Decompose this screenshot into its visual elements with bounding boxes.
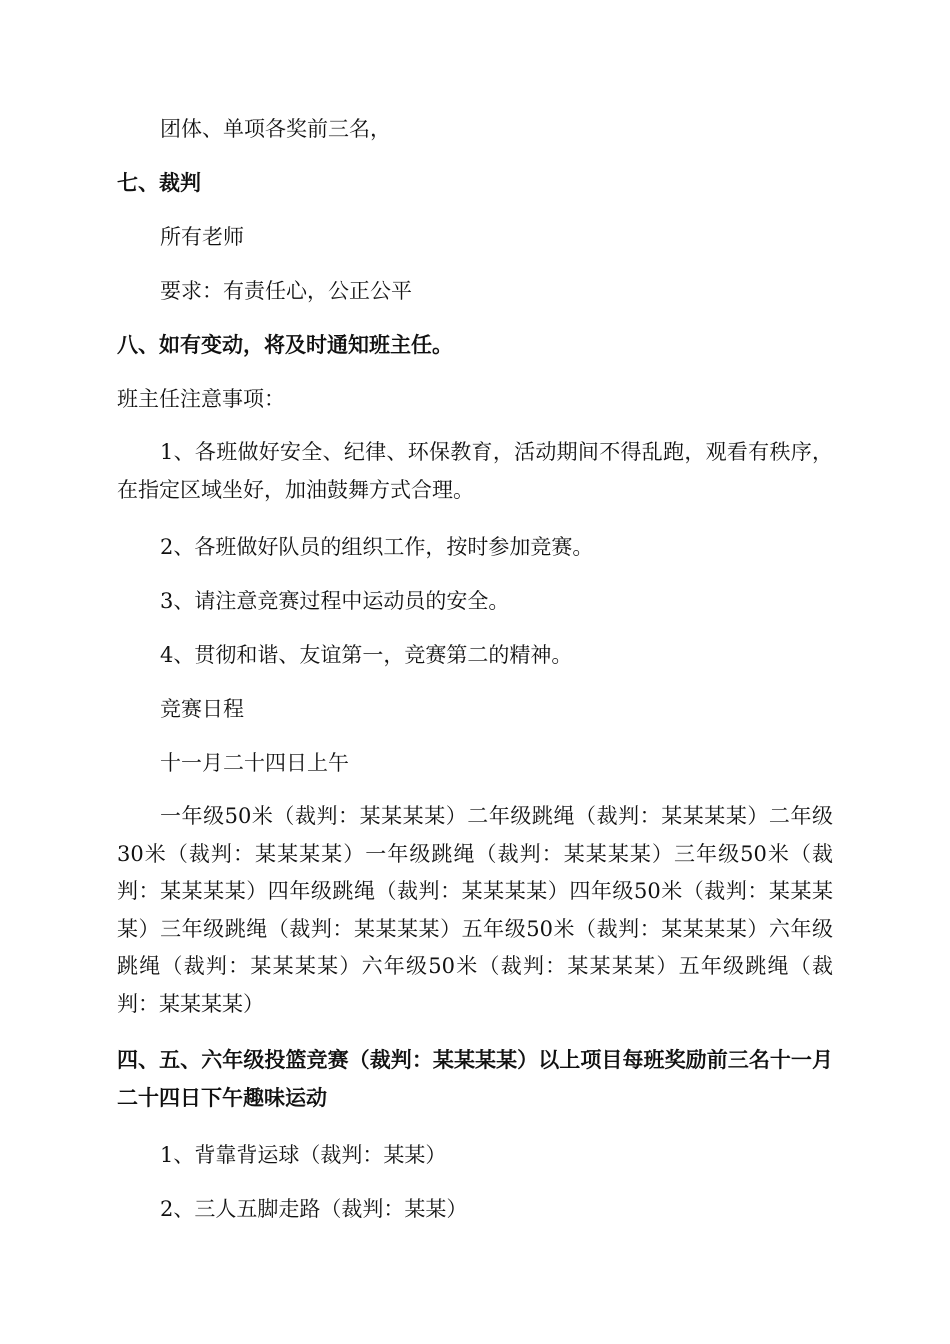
schedule-heading: 竞赛日程 [160,697,244,721]
afternoon-heading: 四、五、六年级投篮竞赛（裁判：某某某某）以上项目每班奖励前三名十一月二十四日下午趣味运动 [117,1048,833,1110]
notes-heading: 班主任注意事项： [117,387,285,411]
fun-event-2: 2、三人五脚走路（裁判：某某） [160,1197,468,1221]
judges-text: 所有老师 [160,225,244,249]
note-3: 3、请注意竞赛过程中运动员的安全。 [160,589,510,613]
schedule-morning-events: 一年级50米（裁判：某某某某）二年级跳绳（裁判：某某某某）二年级30米（裁判：某某某某）一年级跳绳（裁判：某某某某）三年级50米（裁判：某某某某）四年级跳绳（裁判：某某某某）四年级50米（裁判：某某某某）三年级跳绳（裁判：某某某某）五年级50米（裁判：某某某某）六年级跳绳（裁判：某某某某）六年级50米（裁判：某某某某）五年级跳绳（裁判：某某某某） [117,804,833,1016]
note-2: 2、各班做好队员的组织工作，按时参加竞赛。 [160,535,594,559]
judges-requirement: 要求：有责任心，公正公平 [160,279,412,303]
section-7-heading: 七、裁判 [117,171,201,195]
fun-event-1: 1、背靠背运球（裁判：某某） [160,1143,447,1167]
schedule-date: 十一月二十四日上午 [160,751,349,775]
note-1: 1、各班做好安全、纪律、环保教育，活动期间不得乱跑，观看有秩序，在指定区域坐好，加油鼓舞方式合理。 [117,440,833,502]
note-4: 4、贯彻和谐、友谊第一，竞赛第二的精神。 [160,643,573,667]
awards-text: 团体、单项各奖前三名， [160,117,391,141]
section-8-heading: 八、如有变动，将及时通知班主任。 [117,333,453,357]
